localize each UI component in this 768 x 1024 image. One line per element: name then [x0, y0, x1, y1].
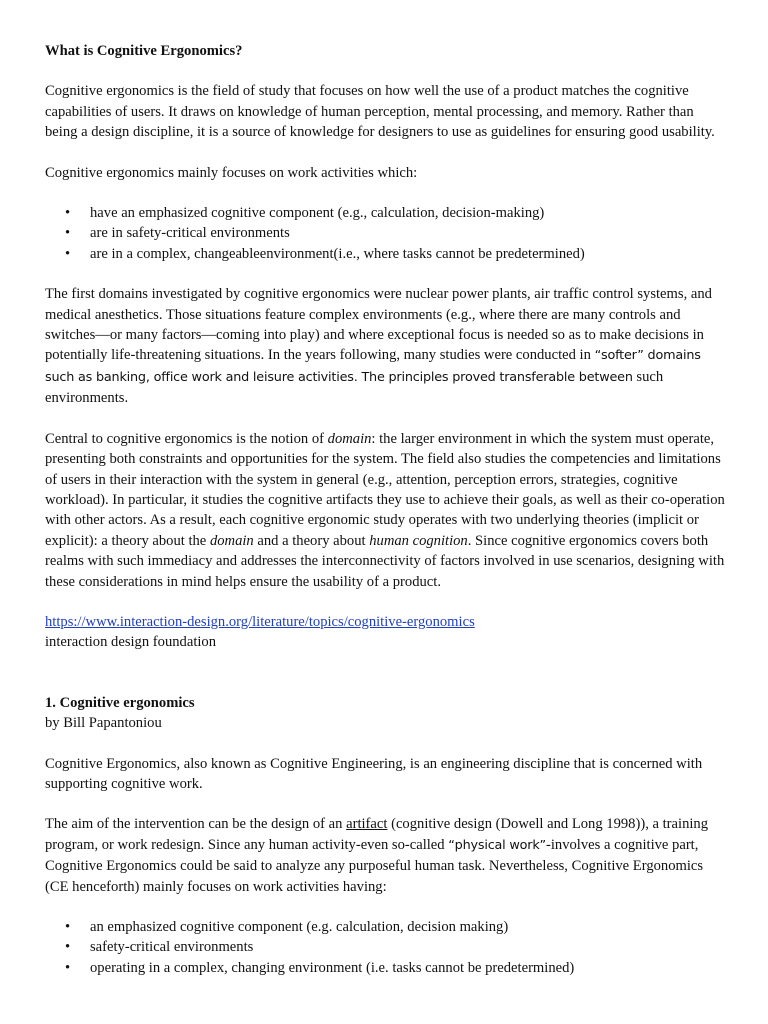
intro-paragraph: Cognitive ergonomics is the field of study that focuses on how well the use of a product matches the cognitive capabilities of users. It draws on knowledge of human perception, mental processing, and memory. Rather than being a design discipline, it is a source of knowledge for designers to use as guidelines for ensuring good usability. — [45, 83, 715, 141]
artifact-link[interactable]: artifact — [346, 816, 388, 833]
focus-bullet-list — [45, 203, 728, 264]
aim-text: -involves a cognitive part, Cognitive Ergonomics could be said to analyze any purposeful human task. Nevertheless, Cognitive Ergonomics (CE henceforth) mainly focuses on work activities having: — [45, 836, 704, 895]
section2-intro-paragraph: Cognitive Ergonomics, also known as Cognitive Engineering, is an engineering discipline that is concerned with supporting cognitive work. — [45, 755, 703, 792]
central-paragraph — [45, 429, 728, 592]
central-text: : the larger environment in which the system must operate, presenting both constraints and opportunities for the system. The field also studies the competencies and limitations of users in their interaction with the system in general (e.g., attention, perception errors, strategies, cognitive workload). In particular, it studies the cognitive artifacts they use to achieve their goals, as well as their co-operation with other actors. As a result, each cognitive ergonomic study operates with two underlying theories (implicit or explicit): a theory about the — [45, 430, 725, 549]
domains-text: The first domains investigated by cognitive ergonomics were nuclear power plants, air traffic control systems, and medical anesthetics. Those situations feature complex environments (e.g., where there are many controls and switches—or many factors—coming into play) and where exceptional focus is needed so as to make decisions in potentially life-threatening situations. In the years following, many studies were conducted in — [45, 286, 712, 364]
bullet-item: • an emphasized cognitive component (e.g. calculation, decision making) — [90, 917, 728, 937]
bullet-item: • are in safety-critical environments — [90, 223, 728, 243]
central-text: . Since cognitive ergonomics covers both realms with such immediacy and addresses the interconnectivity of factors involved in use scenarios, designing with these considerations in mind helps ensure the usability of a product. — [45, 532, 725, 590]
aim-paragraph — [45, 814, 728, 897]
aim-text: The aim of the intervention can be the design of an — [45, 816, 347, 833]
aim-text: (cognitive design (Dowell and Long 1998)), a training program, or work redesign. Since any human activity-even so-called — [45, 816, 709, 853]
section2-title: 1. Cognitive ergonomics — [45, 694, 195, 711]
central-text: and a theory about — [253, 532, 370, 549]
section2-bullet-list — [45, 917, 728, 978]
domains-text-sans: “softer” domains such as banking, office work and leisure activities. The principles proved transferable between — [45, 348, 701, 385]
section-title: What is Cognitive Ergonomics? — [45, 43, 243, 59]
bullet-item: • operating in a complex, changing environment (i.e. tasks cannot be predetermined) — [90, 958, 728, 978]
source-name: interaction design foundation — [45, 634, 217, 651]
domains-text-end: such environments. — [45, 368, 664, 407]
byline: by Bill Papantoniou — [45, 715, 162, 732]
emphasis-domain: domain — [327, 430, 372, 447]
bullet-item: • have an emphasized cognitive component (e.g., calculation, decision-making) — [90, 203, 728, 223]
source-link[interactable]: https://www.interaction-design.org/literature/topics/cognitive-ergonomics — [45, 613, 475, 630]
emphasis-human-cognition: human cognition — [369, 532, 468, 549]
bullet-item: • are in a complex, changeableenvironment(i.e., where tasks cannot be predetermined) — [90, 244, 728, 264]
domains-paragraph — [45, 284, 728, 408]
focus-lead-paragraph: Cognitive ergonomics mainly focuses on work activities which: — [45, 164, 418, 181]
emphasis-domain: domain — [209, 532, 254, 549]
central-text: Central to cognitive ergonomics is the notion of — [45, 430, 328, 447]
source-block — [45, 612, 728, 653]
aim-text-sans: “physical work” — [448, 837, 546, 853]
bullet-item: • safety-critical environments — [90, 937, 728, 957]
